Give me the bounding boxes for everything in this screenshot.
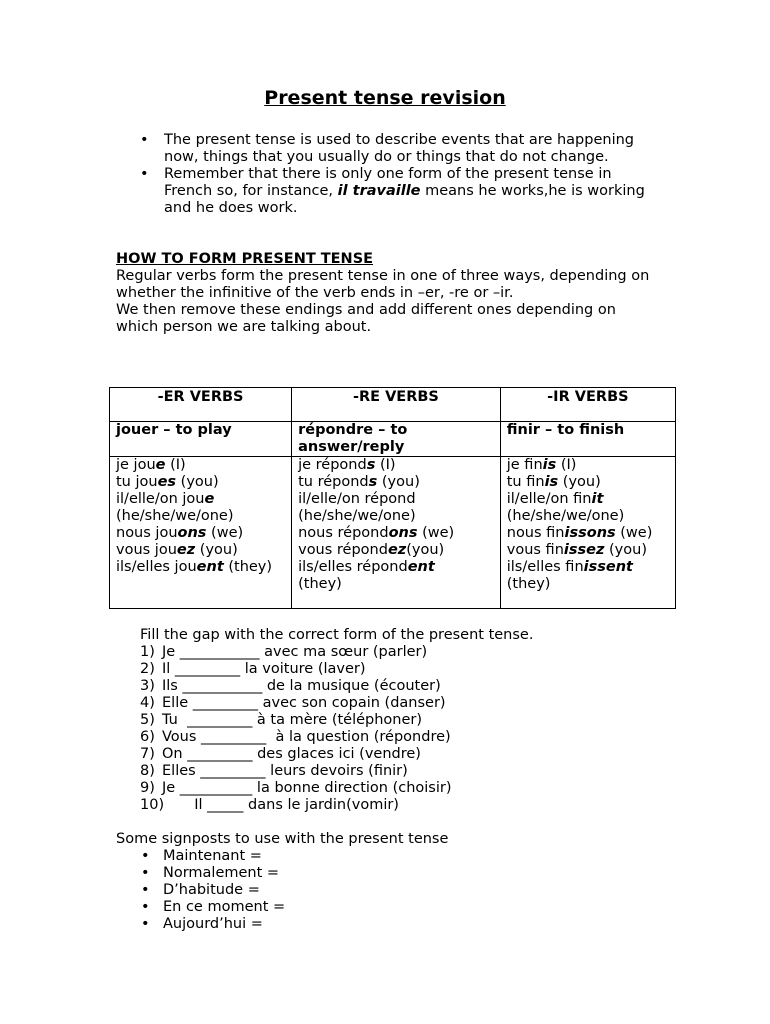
paragraph: Regular verbs form the present tense in one of three ways, depending on whether the infinitive of the verb ends in –er, -re or –ir. — [116, 268, 650, 301]
verb-ending: ent — [407, 559, 435, 575]
verb-ending: ez — [387, 542, 407, 558]
verb-ending: e — [204, 491, 215, 507]
item-number: 6) — [140, 729, 155, 745]
exercise-item — [140, 797, 660, 814]
conjugation-line: ils/elles finissent — [506, 559, 633, 575]
verb-ending: issons — [564, 525, 616, 541]
verb-table — [109, 387, 676, 609]
item-text: Ils ___________ de la musique (écouter) — [162, 678, 441, 694]
item-text: Il _____ dans le jardin(vomir) — [162, 797, 399, 813]
exercise-item — [140, 763, 660, 780]
exercise-item — [140, 695, 660, 712]
conjugation-line: nous jouons (we) — [116, 525, 244, 541]
conjugation-line: tu réponds (you) — [298, 474, 420, 490]
conjugation-line: nous finissons (we) — [506, 525, 653, 541]
verb-ending: issez — [563, 542, 605, 558]
conjugation-line: vous finissez (you) — [506, 542, 647, 558]
conjugation-line: je réponds (I) — [298, 457, 396, 473]
item-number: 4) — [140, 695, 155, 711]
item-number: 10) — [140, 797, 165, 813]
item-text: Elles _________ leurs devoirs (finir) — [162, 763, 408, 779]
exercise-list — [140, 644, 660, 814]
signpost-item: • Maintenant = — [116, 848, 636, 865]
item-text: Vous _________ à la question (répondre) — [162, 729, 451, 745]
item-number: 9) — [140, 780, 155, 796]
conjugation-line: il/elle/on joue — [116, 491, 215, 507]
example-emphasis: il travaille — [337, 183, 421, 199]
verb-ending: is — [544, 474, 559, 490]
verb-ending: es — [157, 474, 177, 490]
conjugation-line: il/elle/on répond — [298, 491, 416, 507]
exercise-item — [140, 780, 660, 797]
table-row — [110, 422, 676, 457]
item-number: 3) — [140, 678, 155, 694]
verb-ending: s — [366, 457, 376, 473]
signposts-intro: Some signposts to use with the present tense — [116, 831, 449, 847]
verb-ending: ez — [176, 542, 196, 558]
signposts-list — [116, 848, 636, 933]
signpost-item: • Aujourd’hui = — [116, 916, 636, 933]
table-row — [110, 457, 676, 609]
conjugation-line: vous jouez (you) — [116, 542, 238, 558]
conjugation-line: je joue (I) — [116, 457, 186, 473]
verb-ending: ons — [388, 525, 418, 541]
conjugation-line: vous répondez(you) — [298, 542, 445, 558]
conjugation-cell-ir — [500, 457, 675, 609]
table-header: -RE VERBS — [292, 388, 501, 422]
exercise-section — [140, 627, 660, 814]
item-number: 2) — [140, 661, 155, 677]
signpost-item: • D’habitude = — [116, 882, 636, 899]
conjugation-line: ils/elles jouent (they) — [116, 559, 273, 575]
paragraph: We then remove these endings and add different ones depending on which person we are talking about. — [116, 302, 616, 335]
item-text: Tu _________ à ta mère (téléphoner) — [162, 712, 423, 728]
table-cell: jouer – to play — [110, 422, 292, 457]
signposts-section — [116, 831, 636, 933]
page-title: Present tense revision — [264, 87, 506, 109]
conjugation-line: (they) — [298, 576, 342, 592]
exercise-item — [140, 712, 660, 729]
table-cell: répondre – to answer/reply — [292, 422, 501, 457]
item-text: Je ___________ avec ma sœur (parler) — [162, 644, 428, 660]
conjugation-cell-er — [110, 457, 292, 609]
conjugation-line: nous répondons (we) — [298, 525, 455, 541]
table-header: -ER VERBS — [110, 388, 292, 422]
exercise-item — [140, 644, 660, 661]
exercise-item — [140, 729, 660, 746]
item-number: 8) — [140, 763, 155, 779]
conjugation-line: (they) — [506, 576, 551, 592]
item-text: Il _________ la voiture (laver) — [162, 661, 366, 677]
verb-ending: s — [368, 474, 378, 490]
conjugation-line: ils/elles répondent — [298, 559, 435, 575]
conjugation-line: (he/she/we/one) — [506, 508, 625, 524]
verb-ending: issent — [583, 559, 633, 575]
exercise-item — [140, 678, 660, 695]
how-to-section — [116, 251, 656, 336]
item-number: 7) — [140, 746, 155, 762]
verb-ending: e — [155, 457, 166, 473]
conjugation-line: (he/she/we/one) — [298, 508, 416, 524]
conjugation-line: tu joues (you) — [116, 474, 219, 490]
item-number: 1) — [140, 644, 155, 660]
verb-ending: ent — [196, 559, 224, 575]
item-text: Je __________ la bonne direction (choisir) — [162, 780, 452, 796]
exercise-item — [140, 661, 660, 678]
conjugation-line: je finis (I) — [506, 457, 577, 473]
table-cell: finir – to finish — [500, 422, 675, 457]
conjugation-line: tu finis (you) — [506, 474, 601, 490]
conjugation-line: (he/she/we/one) — [116, 508, 234, 524]
item-text: Elle _________ avec son copain (danser) — [162, 695, 446, 711]
item-text: On _________ des glaces ici (vendre) — [162, 746, 421, 762]
table-header: -IR VERBS — [500, 388, 675, 422]
conjugation-line: il/elle/on finit — [506, 491, 604, 507]
section-heading: HOW TO FORM PRESENT TENSE — [116, 251, 374, 267]
verb-ending: ons — [177, 525, 207, 541]
table-header-row — [110, 388, 676, 422]
verb-ending: it — [591, 491, 604, 507]
verb-ending: is — [542, 457, 557, 473]
signpost-item: • Normalement = — [116, 865, 636, 882]
signpost-item: • En ce moment = — [116, 899, 636, 916]
conjugation-cell-re — [292, 457, 501, 609]
intro-bullet-list — [140, 132, 660, 217]
exercise-instruction: Fill the gap with the correct form of the present tense. — [140, 627, 534, 643]
intro-bullet: • The present tense is used to describe events that are happening now, things that you usually do or things that do not change. — [140, 132, 660, 166]
exercise-item — [140, 746, 660, 763]
intro-bullet: • Remember that there is only one form of the present tense in French so, for instance, il travaille means he works,he is working and he does work. — [140, 166, 660, 217]
item-number: 5) — [140, 712, 155, 728]
